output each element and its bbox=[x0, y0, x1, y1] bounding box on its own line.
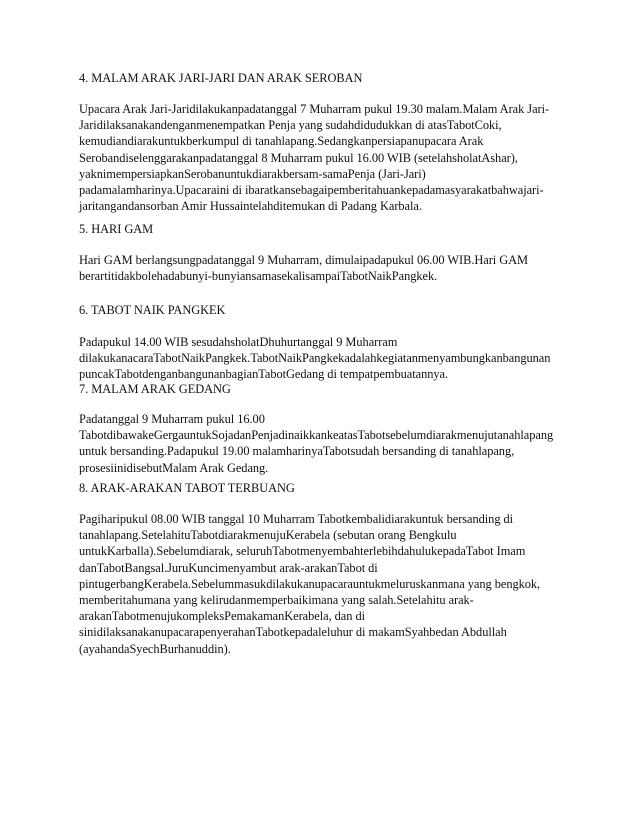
text-line: arakanTabotmenujukompleksPemakamanKerabela, dan di bbox=[79, 609, 365, 624]
text-line: padamalamharinya.Upacaraini di ibaratkansebagaipemberitahuankepadamasyarakatbahwajari- bbox=[79, 183, 544, 198]
text-line: Jaridilaksanakandenganmenempatkan Penja yang sudahdidudukkan di atasTabotCoki, bbox=[79, 118, 502, 133]
text-line: pintugerbangKerabela.Sebelummasukdilakukanupacarauntukmeluruskanmana yang bengkok, bbox=[79, 576, 541, 591]
text-line: tanahlapang.SetelahituTabotdiarakmenujuKerabela (sebutan orang Bengkulu bbox=[79, 528, 457, 543]
section-paragraph-hari-gam bbox=[79, 252, 569, 284]
text-line: prosesiinidisebutMalam Arak Gedang. bbox=[79, 460, 269, 475]
text-line: danTabotBangsal.JuruKuncimenyambut arak-arakanTabot di bbox=[79, 560, 378, 575]
section-paragraph-tabot-naik-pangkek bbox=[79, 334, 569, 383]
text-line: Padatanggal 9 Muharram pukul 16.00 bbox=[79, 412, 265, 426]
text-line: Pagiharipukul 08.00 WIB tanggal 10 Muharram Tabotkembalidiarakuntuk bersanding di bbox=[79, 512, 514, 526]
text-line: sinidilaksanakanupacarapenyerahanTabotkepadaleluhur di makamSyahbedan Abdullah bbox=[79, 625, 507, 640]
section-heading-hari-gam: 5. HARI GAM bbox=[79, 222, 154, 236]
text-line: Hari GAM berlangsungpadatanggal 9 Muharram, dimulaipadapukul 06.00 WIB.Hari GAM bbox=[79, 253, 529, 267]
text-line: Upacara Arak Jari-Jaridilakukanpadatanggal 7 Muharram pukul 19.30 malam.Malam Arak Jari- bbox=[79, 102, 550, 116]
section-paragraph-arak-arakan-tabot-terbuang bbox=[79, 511, 569, 657]
text-line: jaritangandansorban Amir Hussaintelahditemukan di Padang Karbala. bbox=[79, 199, 422, 214]
text-line: TabotdibawakeGergauntukSojadanPenjadinaikkankeatasTabotsebelumdiarakmenujutanahlapang bbox=[79, 428, 554, 443]
text-line: berartitidakbolehadabunyi-bunyiansamasekalisampaiTabotNaikPangkek. bbox=[79, 269, 438, 284]
text-line: untukKarballa).Sebelumdiarak, seluruhTabotmenyembahterlebihdahulukepadaTabot Imam bbox=[79, 544, 526, 559]
section-heading-tabot-naik-pangkek: 6. TABOT NAIK PANGKEK bbox=[79, 303, 226, 317]
section-paragraph-malam-arak-gedang bbox=[79, 411, 569, 476]
text-line: (ayahandaSyechBurhanuddin). bbox=[79, 641, 231, 656]
section-paragraph-malam-arak-jari-jari bbox=[79, 101, 569, 214]
text-line: yaknimempersiapkanSerobanuntukdiarakbersam-samaPenja (Jari-Jari) bbox=[79, 166, 426, 181]
text-line: Padapukul 14.00 WIB sesudahsholatDhuhurtanggal 9 Muharram bbox=[79, 335, 398, 349]
text-line: untuk bersanding.Padapukul 19.00 malamharinyaTabotsudah bersanding di tanahlapang, bbox=[79, 444, 515, 459]
text-line: Serobandiselenggarakanpadatanggal 8 Muharram pukul 16.00 WIB (setelahsholatAshar), bbox=[79, 150, 518, 165]
text-line: dilakukanacaraTabotNaikPangkek.TabotNaikPangkekadalahkegiatanmenyambungkanbangunan bbox=[79, 351, 551, 366]
text-line: memberitahumana yang kelirudanmemperbaikimana yang salah.Setelahitu arak- bbox=[79, 593, 474, 608]
section-heading-arak-arakan-tabot-terbuang: 8. ARAK-ARAKAN TABOT TERBUANG bbox=[79, 481, 295, 495]
section-heading-malam-arak-gedang: 7. MALAM ARAK GEDANG bbox=[79, 382, 231, 396]
text-line: kemudiandiarakuntukberkumpul di tanahlapang.Sedangkanpersiapanupacara Arak bbox=[79, 134, 484, 149]
text-line: puncakTabotdenganbangunanbagianTabotGedang di tempatpembuatannya. bbox=[79, 367, 449, 382]
section-heading-malam-arak-jari-jari: 4. MALAM ARAK JARI-JARI DAN ARAK SEROBAN bbox=[79, 71, 363, 85]
